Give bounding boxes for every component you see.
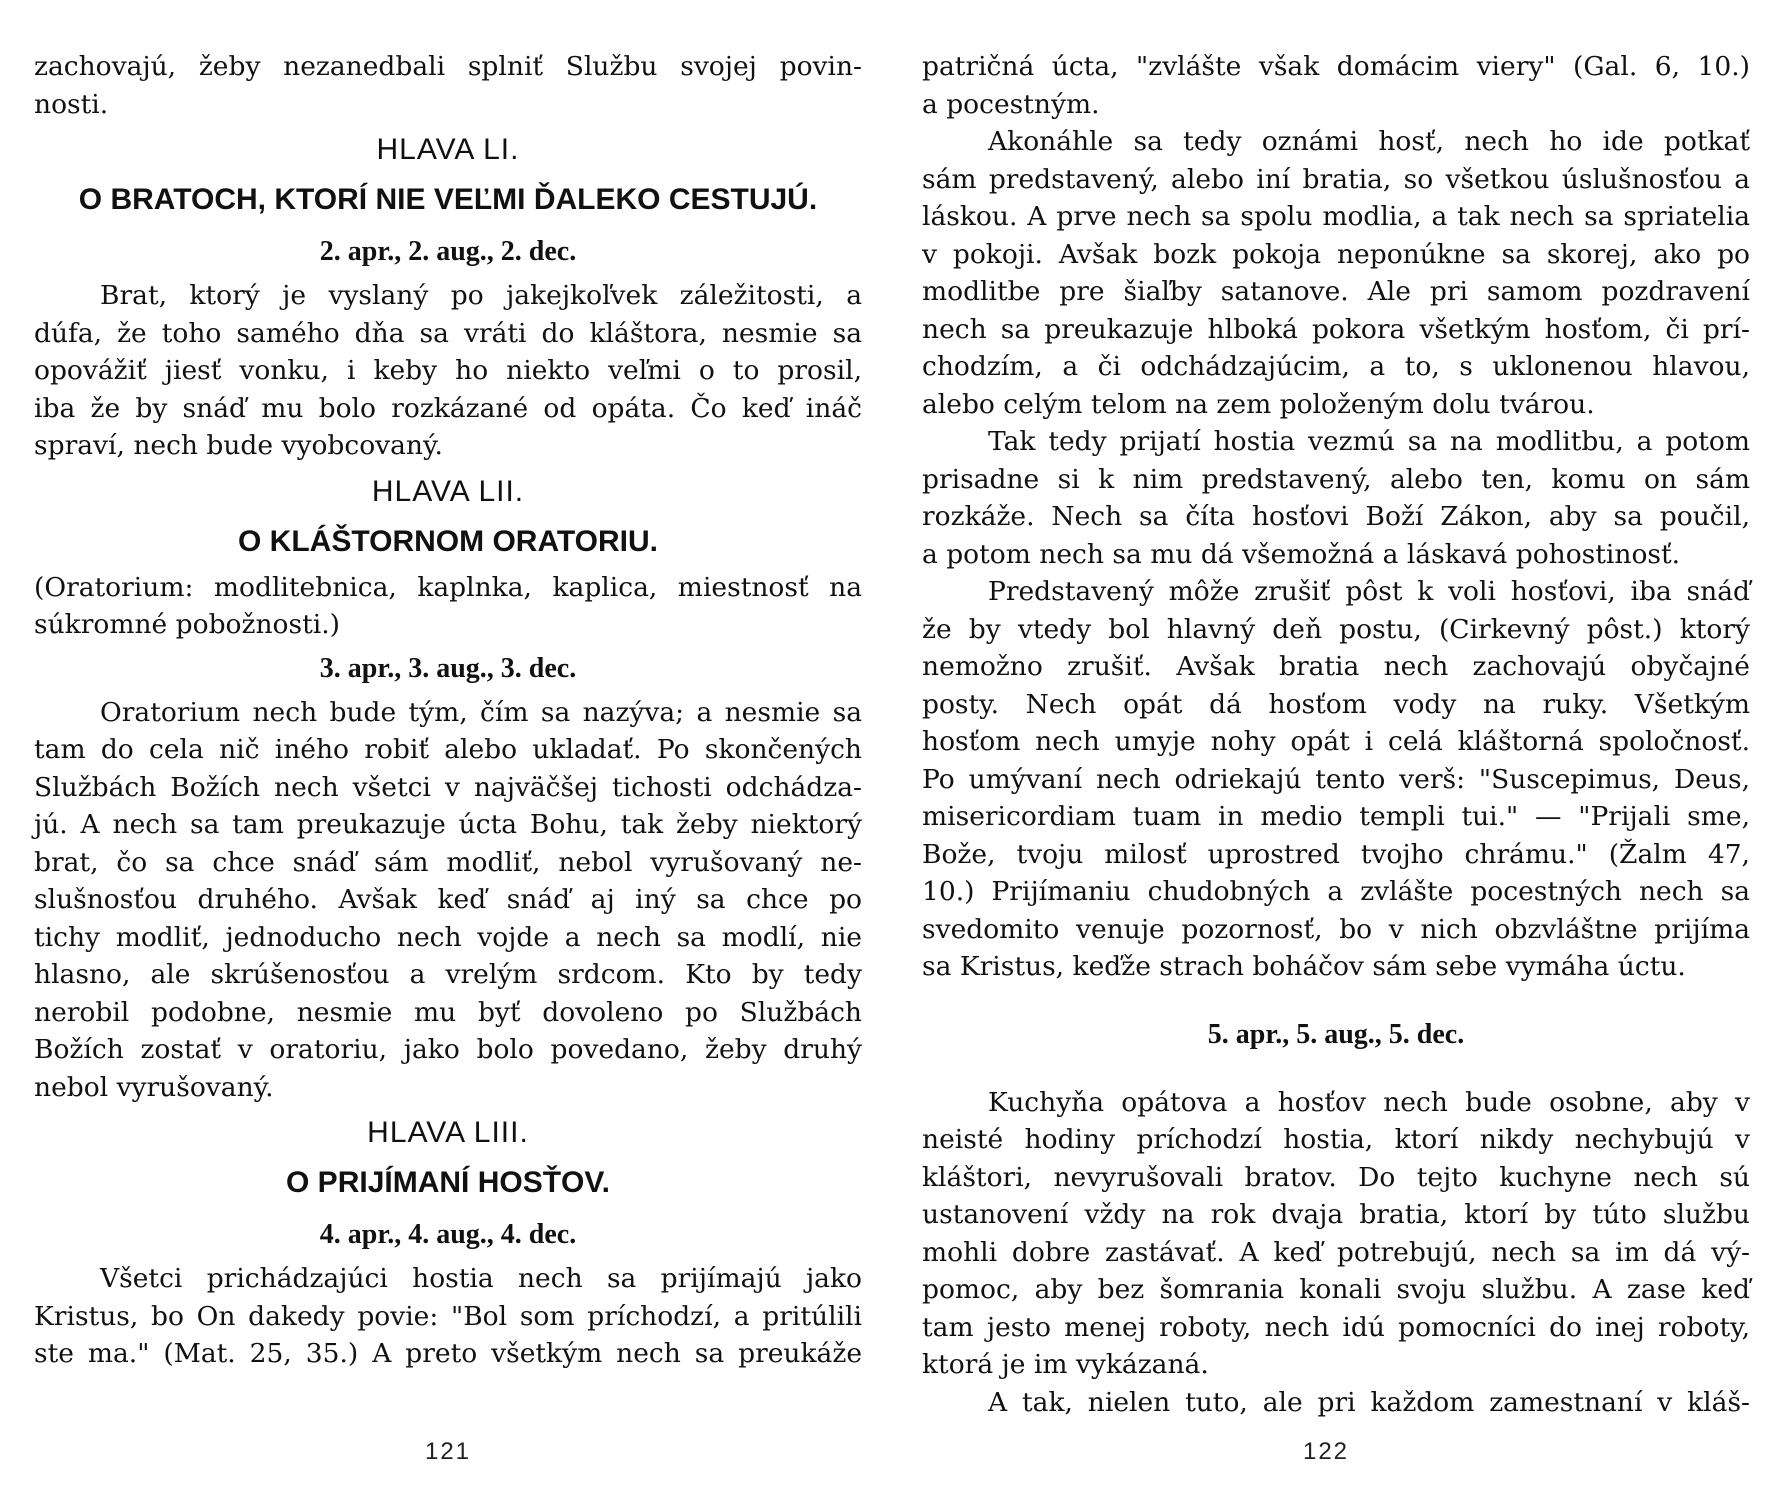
chapter-title: O PRIJÍMANÍ HOSŤOV. xyxy=(286,1166,610,1199)
reading-date: 2. apr., 2. aug., 2. dec. xyxy=(319,236,577,267)
text-line: modlitbe pre šiaľby satanove. Ale pri samom pozdravení xyxy=(922,276,1750,307)
text-line: hosťom nech umyje nohy opát i celá kláštorná spoločnosť. xyxy=(922,726,1750,757)
text-line: alebo celým telom na zem položeným dolu tvárou. xyxy=(922,388,1595,420)
text-line: zachovajú, žeby nezanedbali splniť Službu svojej povin- xyxy=(34,51,862,82)
text-line: mohli dobre zastávať. A keď potrebujú, nech sa im dá vý- xyxy=(922,1236,1750,1268)
text-line: spraví, nech bude vyobcovaný. xyxy=(34,430,443,461)
left-page xyxy=(34,48,862,1373)
text-line: nosti. xyxy=(34,88,109,120)
text-line: Kristus, bo On dakedy povie: "Bol som príchodzí, a pritúlili xyxy=(34,1300,862,1332)
text-line: ste ma." (Mat. 25, 35.) A preto všetkým nech sa preukáže xyxy=(34,1338,862,1369)
text-line: Božích zostať v oratoriu, jako bolo povedano, žeby druhý xyxy=(34,1034,862,1065)
text-line: že by vtedy bol hlavný deň postu, (Cirkevný pôst.) ktorý xyxy=(922,613,1750,645)
text-line: Oratorium nech bude tým, čím sa nazýva; a nesmie sa xyxy=(100,696,862,728)
text-line: neisté hodiny príchodzí hostia, ktorí nikdy nechybujú v xyxy=(922,1124,1750,1155)
text-line: rozkáže. Nech sa číta hosťovi Boží Zákon, aby sa poučil, xyxy=(922,501,1750,532)
text-line: brat, čo sa chce snáď sám modliť, nebol vyrušovaný ne- xyxy=(34,846,862,878)
page-number: 122 xyxy=(1302,1438,1350,1465)
text-line: tam do cela nič iného robiť alebo ukladať. Po skončených xyxy=(34,734,862,765)
text-line: láskou. A prve nech sa spolu modlia, a tak nech sa spriatelia xyxy=(922,201,1750,232)
reading-date: 4. apr., 4. aug., 4. dec. xyxy=(319,1219,577,1250)
chapter-number: HLAVA LIII. xyxy=(367,1116,529,1149)
text-line: jú. A nech sa tam preukazuje úcta Bohu, tak žeby niektorý xyxy=(34,809,862,840)
right-page xyxy=(922,48,1750,1421)
note-line: súkromné pobožnosti.) xyxy=(34,609,340,640)
spacer xyxy=(922,986,1750,1010)
chapter-title: O BRATOCH, KTORÍ NIE VEĽMI ĎALEKO CESTUJÚ. xyxy=(78,183,818,216)
text-line: pomoc, aby bez šomrania konali svoju službu. A zase keď xyxy=(922,1274,1750,1305)
text-line: a potom nech sa mu dá všemožná a láskavá pohostinosť. xyxy=(922,538,1681,570)
text-line: tichy modliť, jednoducho nech vojde a nech sa modlí, nie xyxy=(34,921,862,953)
reading-date: 3. apr., 3. aug., 3. dec. xyxy=(319,652,577,684)
text-line: Po umývaní nech odriekajú tento verš: "Suscepimus, Deus, xyxy=(922,763,1750,795)
text-line: tam jesto menej roboty, nech idú pomocníci do inej roboty, xyxy=(922,1311,1750,1343)
text-line: posty. Nech opát dá hosťom vody na ruky. Všetkým xyxy=(922,688,1750,720)
text-line: nech sa preukazuje hlboká pokora všetkým hosťom, či prí- xyxy=(922,313,1750,345)
text-line: Tak tedy prijatí hostia vezmú sa na modlitbu, a potom xyxy=(988,426,1750,457)
text-line: iba že by snáď mu bolo rozkázané od opáta. Čo keď ináč xyxy=(34,392,862,424)
page-number: 121 xyxy=(424,1438,472,1465)
chapter-number: HLAVA LI. xyxy=(376,133,520,166)
text-line: Akonáhle sa tedy oznámi hosť, nech ho ide potkať xyxy=(988,126,1750,157)
text-line: Predstavený môže zrušiť pôst k voli hosťovi, iba snáď xyxy=(988,576,1750,607)
text-line: patričná úcta, "zvlášte však domácim viery" (Gal. 6, 10.) xyxy=(922,51,1750,82)
text-line: Službách Božích nech všetci v najväčšej tichosti odchádza- xyxy=(34,771,862,803)
chapter-number: HLAVA LII. xyxy=(371,474,525,508)
text-line: svedomito venuje pozornosť, bo v nich obzvláštne prijíma xyxy=(922,913,1750,945)
spacer xyxy=(922,1060,1750,1084)
text-line: Všetci prichádzajúci hostia nech sa prijímajú jako xyxy=(100,1263,862,1294)
text-line: opovážiť jiesť vonku, i keby ho niekto veľmi o to prosil, xyxy=(34,355,862,386)
text-line: ustanovení vždy na rok dvaja bratia, ktorí by túto službu xyxy=(922,1199,1750,1230)
text-line: slušnosťou druhého. Avšak keď snáď aj iný sa chce po xyxy=(34,884,862,915)
text-line: nerobil podobne, nesmie mu byť dovoleno po Službách xyxy=(34,996,862,1028)
note-line: (Oratorium: modlitebnica, kaplnka, kaplica, miestnosť na xyxy=(34,571,862,603)
text-line: ktorá je im vykázaná. xyxy=(922,1349,1209,1380)
text-line: dúfa, že toho samého dňa sa vráti do kláštora, nesmie sa xyxy=(34,317,862,349)
text-line: Kuchyňa opátova a hosťov nech bude osobne, aby v xyxy=(988,1086,1750,1118)
text-line: 10.) Prijímaniu chudobných a zvlášte pocestných nech sa xyxy=(922,876,1750,907)
text-line: nemožno zrušiť. Avšak bratia nech zachovajú obyčajné xyxy=(922,651,1750,682)
text-line: misericordiam tuam in medio templi tui." — "Prijali sme, xyxy=(922,801,1750,832)
text-line: hlasno, ale skrúšenosťou a vrelým srdcom. Kto by tedy xyxy=(34,959,862,990)
reading-date: 5. apr., 5. aug., 5. dec. xyxy=(1207,1018,1465,1050)
text-line: sám predstavený, alebo iní bratia, so všetkou úslušnosťou a xyxy=(922,163,1750,195)
text-line: kláštori, nevyrušovali bratov. Do tejto kuchyne nech sú xyxy=(922,1161,1750,1193)
text-line: a pocestným. xyxy=(922,88,1100,120)
text-line: sa Kristus, keďže strach boháčov sám sebe vymáha úctu. xyxy=(922,951,1686,982)
text-line: Bože, tvoju milosť uprostred tvojho chrámu." (Žalm 47, xyxy=(922,838,1750,870)
text-line: chodzím, a či odchádzajúcim, a to, s uklonenou hlavou, xyxy=(922,351,1750,382)
text-line: A tak, nielen tuto, ale pri každom zamestnaní v kláš- xyxy=(988,1386,1750,1418)
text-line: nebol vyrušovaný. xyxy=(34,1071,274,1103)
chapter-title: O KLÁŠTORNOM ORATORIU. xyxy=(238,524,658,558)
text-line: v pokoji. Avšak bozk pokoja neponúkne sa skorej, ako po xyxy=(922,238,1750,270)
text-line: Brat, ktorý je vyslaný po jakejkoľvek záležitosti, a xyxy=(100,280,862,311)
text-line: prisadne si k nim predstavený, alebo ten, komu on sám xyxy=(922,463,1750,495)
